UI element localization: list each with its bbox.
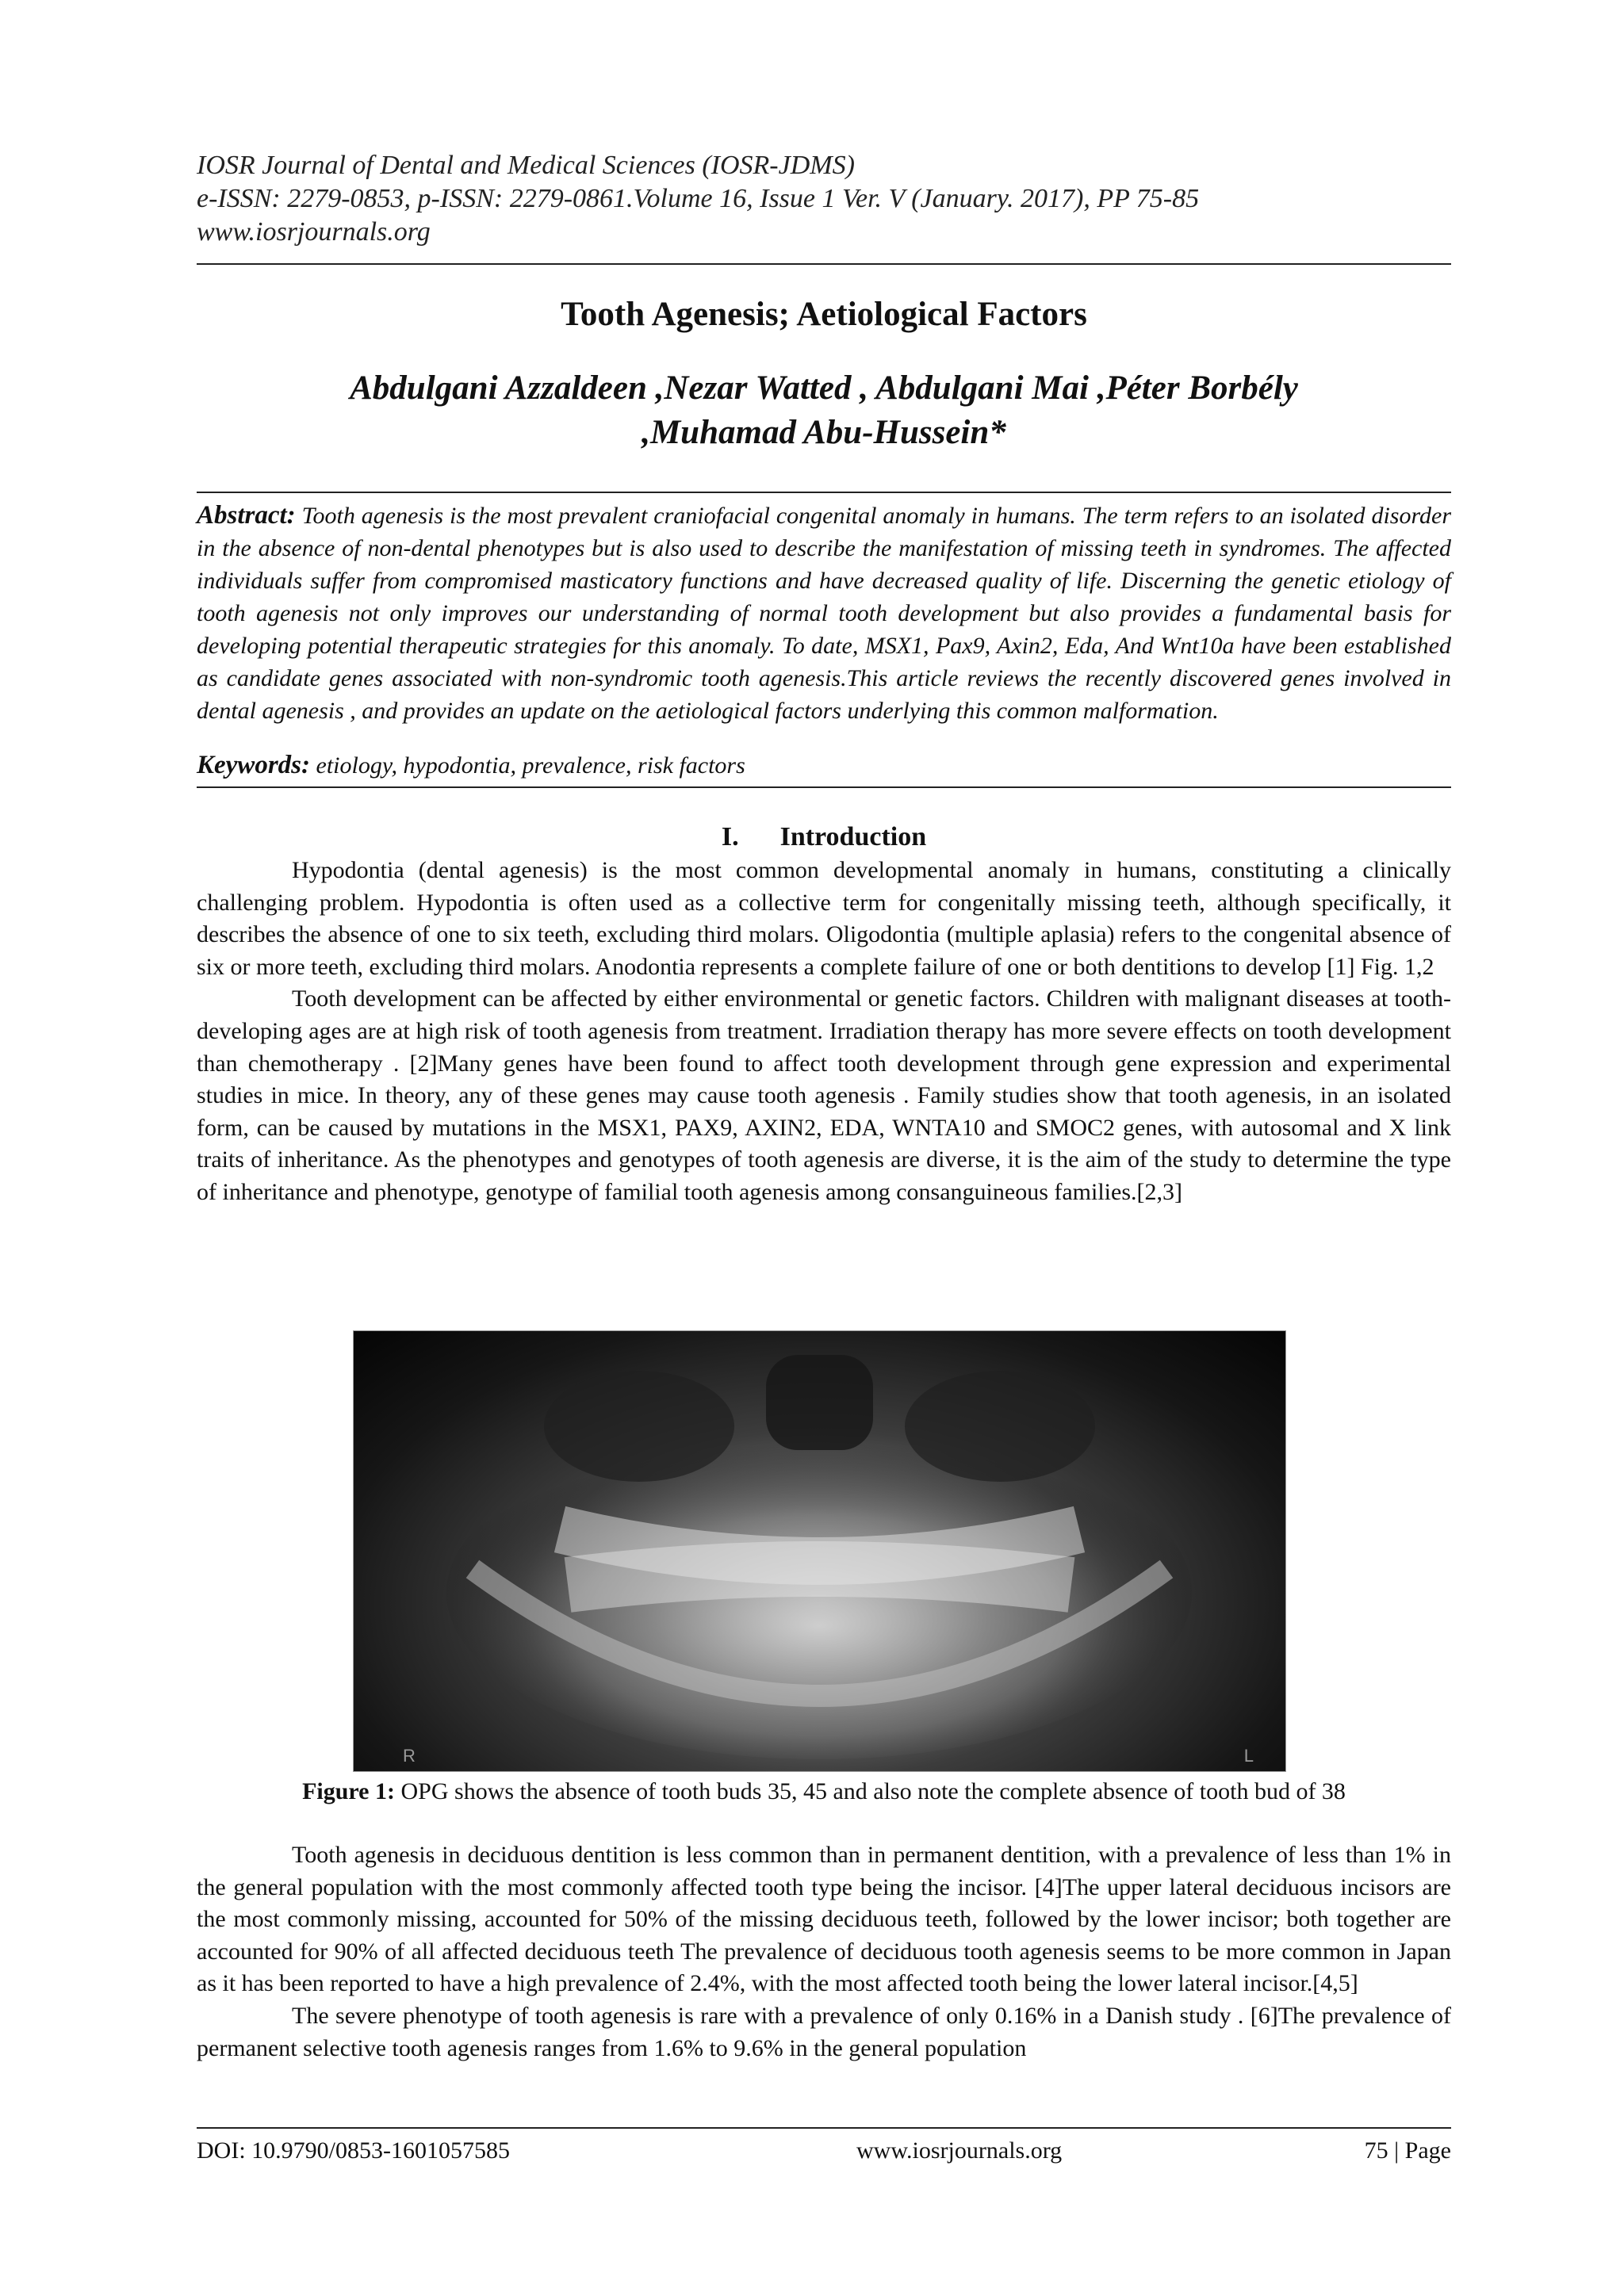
keywords-text: etiology, hypodontia, prevalence, risk factors (310, 752, 745, 779)
introduction-body (197, 855, 1451, 1209)
section-number: I. (721, 822, 739, 851)
figure-caption-text: OPG shows the absence of tooth buds 35, 45 and also note the complete absence of tooth bud of 38 (395, 1778, 1346, 1804)
footer-website: www.iosrjournals.org (856, 2137, 1063, 2164)
author-line-1: Abdulgani Azzaldeen ,Nezar Watted , Abdulgani Mai ,Péter Borbély (350, 369, 1298, 407)
panoramic-xray-image (353, 1330, 1286, 1772)
journal-header (197, 149, 1451, 249)
xray-illustration (354, 1331, 1285, 1771)
footer-page-number: 75 | Page (1364, 2137, 1451, 2164)
author-list (197, 366, 1451, 455)
paragraph: Hypodontia (dental agenesis) is the most common developmental anomaly in humans, constituting a clinically challenging problem. Hypodontia is often used as a collective term for congenitally missing teeth, although specifically, it describes the absence of one to six teeth, excluding third molars. Oligodontia (multiple aplasia) refers to the congenital absence of six or more teeth, excluding third molars. Anodontia represents a complete failure of one or both dentitions to develop [1] Fig. 1,2 (197, 857, 1451, 980)
keywords-label: Keywords: (197, 751, 310, 779)
header-rule (197, 263, 1451, 265)
paragraph: The severe phenotype of tooth agenesis is rare with a prevalence of only 0.16% in a Danish study . [6]The prevalence of permanent selective tooth agenesis ranges from 1.6% to 9.6% in the general population (197, 2002, 1451, 2061)
section-title: Introduction (779, 822, 927, 851)
body-continued (197, 1839, 1451, 2064)
figure-caption-label: Figure 1: (302, 1778, 395, 1804)
paragraph: Tooth development can be affected by either environmental or genetic factors. Children with malignant diseases at tooth-developing ages are at high risk of tooth agenesis from treatment. Irradiation therapy has more severe effects on tooth development than chemotherapy . [2]Many genes have been found to affect tooth development through gene expression and experimental studies in mice. In theory, any of these genes may cause tooth agenesis . Family studies show that tooth agenesis, in an isolated form, can be caused by mutations in the MSX1, PAX9, AXIN2, EDA, WNTA10 and SMOC2 genes, with autosomal and X link traits of inheritance. As the phenotypes and genotypes of tooth agenesis are diverse, it is the aim of the study to determine the type of inheritance and phenotype, genotype of familial tooth agenesis among consanguineous families.[2,3] (197, 985, 1451, 1205)
xray-left-marker: L (1243, 1746, 1254, 1766)
abstract-text: Tooth agenesis is the most prevalent craniofacial congenital anomaly in humans. The term refers to an isolated disorder in the absence of non-dental phenotypes but is also used to describe the manifestation of missing teeth in syndromes. The affected individuals suffer from compromised masticatory functions and have decreased quality of life. Discerning the genetic etiology of tooth agenesis not only improves our understanding of normal tooth development but also provides a fundamental basis for developing potential therapeutic strategies for this anomaly. To date, MSX1, Pax9, Axin2, Eda, And Wnt10a have been established as candidate genes associated with non-syndromic tooth agenesis.This article reviews the recently discovered genes involved in dental agenesis , and provides an update on the aetiological factors underlying this common malformation. (197, 503, 1451, 724)
journal-name: IOSR Journal of Dental and Medical Sciences (IOSR-JDMS) (197, 151, 855, 180)
section-heading (197, 821, 1451, 853)
keywords (197, 750, 1451, 781)
abstract-top-rule (197, 492, 1451, 493)
abstract-bottom-rule (197, 786, 1451, 788)
abstract-label: Abstract: (197, 501, 296, 530)
journal-issn: e-ISSN: 2279-0853, p-ISSN: 2279-0861.Volume 16, Issue 1 Ver. V (January. 2017), PP 75-85 (197, 184, 1200, 213)
footer-rule (197, 2127, 1451, 2129)
author-line-2: ,Muhamad Abu-Hussein* (642, 414, 1006, 451)
paragraph: Tooth agenesis in deciduous dentition is less common than in permanent dentition, with a prevalence of less than 1% in the general population with the most commonly affected tooth type being the incisor. [4]The upper lateral deciduous incisors are the most commonly missing, accounted for 50% of the missing deciduous teeth, followed by the lower incisor; both together are accounted for 90% of all affected deciduous teeth The prevalence of deciduous tooth agenesis seems to be more common in Japan as it has been reported to have a high prevalence of 2.4%, with the most affected tooth being the lower lateral incisor.[4,5] (197, 1842, 1451, 1997)
journal-website: www.iosrjournals.org (197, 217, 431, 247)
figure-caption (197, 1776, 1451, 1808)
abstract (197, 499, 1451, 727)
xray-right-marker: R (403, 1746, 416, 1766)
footer-doi: DOI: 10.9790/0853-1601057585 (197, 2137, 510, 2164)
paper-title: Tooth Agenesis; Aetiological Factors (561, 296, 1087, 333)
